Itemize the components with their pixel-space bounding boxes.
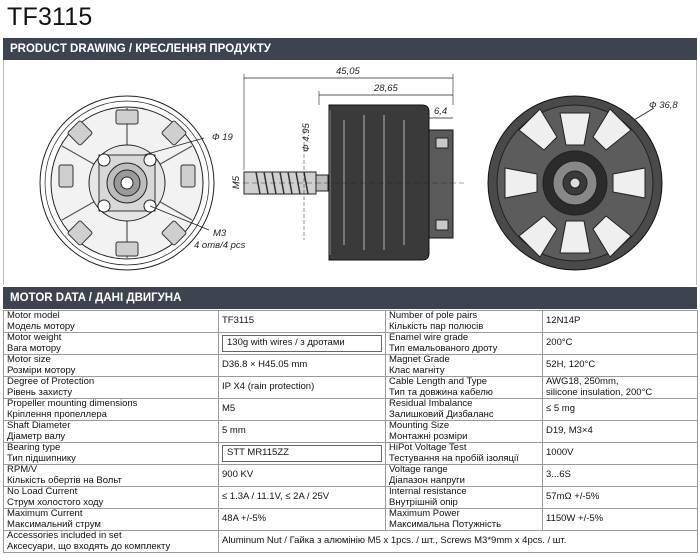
table-row xyxy=(4,355,698,377)
spec-label-cell: Voltage range Діапазон напруги xyxy=(386,465,543,487)
dim-length-body: 28,65 xyxy=(374,83,398,94)
table-row xyxy=(4,399,698,421)
spec-label-cell: RPM/V Кількість обертів на Вольт xyxy=(4,465,219,487)
spec-value-cell: ≤ 5 mg xyxy=(543,399,698,421)
top-view-drawing xyxy=(488,96,662,270)
table-row-accessories xyxy=(4,531,698,553)
data-section-header: MOTOR DATA / ДАНІ ДВИГУНА xyxy=(3,287,697,309)
spec-value-cell: 900 KV xyxy=(219,465,386,487)
spec-value-cell: 5 mm xyxy=(219,421,386,443)
motor-data-table xyxy=(3,310,698,553)
dim-m3-qty: 4 отв/4 pcs xyxy=(194,240,246,251)
bottom-view-drawing xyxy=(40,96,214,270)
spec-value-cell: D19, M3×4 xyxy=(543,421,698,443)
table-row xyxy=(4,333,698,355)
spec-value-cell: 12N14P xyxy=(543,311,698,333)
dim-d368: Ф 36,8 xyxy=(649,100,678,111)
spec-value-cell: AWG18, 250mm, silicone insulation, 200°C xyxy=(543,377,698,399)
dim-length-shaft: 6,4 xyxy=(434,106,448,117)
side-view-drawing xyxy=(234,74,464,260)
spec-label-cell: Propeller mounting dimensions Кріплення пропеллера xyxy=(4,399,219,421)
accessories-value-cell: Aluminum Nut / Гайка з алюмінію M5 x 1pcs. / шт., Screws M3*9mm x 4pcs. / шт. xyxy=(219,531,698,553)
product-drawing xyxy=(3,60,697,285)
dim-m5: M5 xyxy=(231,175,243,190)
spec-label-cell: Degree of Protection Рівень захисту xyxy=(4,377,219,399)
table-row xyxy=(4,465,698,487)
table-row xyxy=(4,443,698,465)
table-row xyxy=(4,509,698,531)
dim-m3: M3 xyxy=(213,228,227,239)
table-row xyxy=(4,311,698,333)
spec-value-cell: 52H, 120°C xyxy=(543,355,698,377)
spec-label-cell: Motor model Модель мотору xyxy=(4,311,219,333)
spec-value-cell: M5 xyxy=(219,399,386,421)
dim-length-total: 45,05 xyxy=(336,66,360,77)
drawing-section-header: PRODUCT DRAWING / КРЕСЛЕННЯ ПРОДУКТУ xyxy=(3,38,697,60)
spec-label-cell: No Load Current Струм холостого ходу xyxy=(4,487,219,509)
spec-label-cell: Motor size Розміри мотору xyxy=(4,355,219,377)
spec-value-cell: TF3115 xyxy=(219,311,386,333)
spec-value-cell: 1000V xyxy=(543,443,698,465)
spec-label-cell: Shaft Diameter Діаметр валу xyxy=(4,421,219,443)
spec-label-cell: Residual Imbalance Залишковий Дизбаланс xyxy=(386,399,543,421)
spec-value-cell: 1150W +/-5% xyxy=(543,509,698,531)
spec-label-cell: Bearing type Тип підшипнику xyxy=(4,443,219,465)
spec-label-cell: HiPot Voltage Test Тестування на пробій ізоляції xyxy=(386,443,543,465)
spec-label-cell: Motor weight Вага мотору xyxy=(4,333,219,355)
spec-label-cell: Maximum Power Максимальна Потужність xyxy=(386,509,543,531)
spec-label-cell: Number of pole pairs Кількість пар полюсів xyxy=(386,311,543,333)
spec-value-cell: 200°C xyxy=(543,333,698,355)
table-row xyxy=(4,421,698,443)
dim-d19: Ф 19 xyxy=(212,132,233,143)
spec-value-cell: 48A +/-5% xyxy=(219,509,386,531)
dim-d495: Ф 4.95 xyxy=(300,123,312,152)
spec-label-cell: Cable Length and Type Тип та довжина кабелю xyxy=(386,377,543,399)
spec-value-cell: STT MR115ZZ xyxy=(219,443,386,465)
motor-drawing-svg xyxy=(4,60,698,285)
spec-value-cell: D36.8 × H45.05 mm xyxy=(219,355,386,377)
table-row xyxy=(4,377,698,399)
spec-value-cell: 3...6S xyxy=(543,465,698,487)
spec-label-cell: Magnet Grade Клас магніту xyxy=(386,355,543,377)
spec-label-cell: Internal resistance Внутрішній опір xyxy=(386,487,543,509)
spec-value-cell: 57mΩ +/-5% xyxy=(543,487,698,509)
spec-value-cell: 130g with wires / з дротами xyxy=(219,333,386,355)
table-row xyxy=(4,487,698,509)
spec-value-cell: ≤ 1.3A / 11.1V, ≤ 2A / 25V xyxy=(219,487,386,509)
spec-label-cell: Accessories included in set Аксесуари, що входять до комплекту xyxy=(4,531,219,553)
spec-value-cell: IP X4 (rain protection) xyxy=(219,377,386,399)
spec-label-cell: Enamel wire grade Тип емальованого дроту xyxy=(386,333,543,355)
spec-label-cell: Maximum Current Максимальний струм xyxy=(4,509,219,531)
spec-label-cell: Mounting Size Монтажні розміри xyxy=(386,421,543,443)
page-title: TF3115 xyxy=(7,3,93,31)
